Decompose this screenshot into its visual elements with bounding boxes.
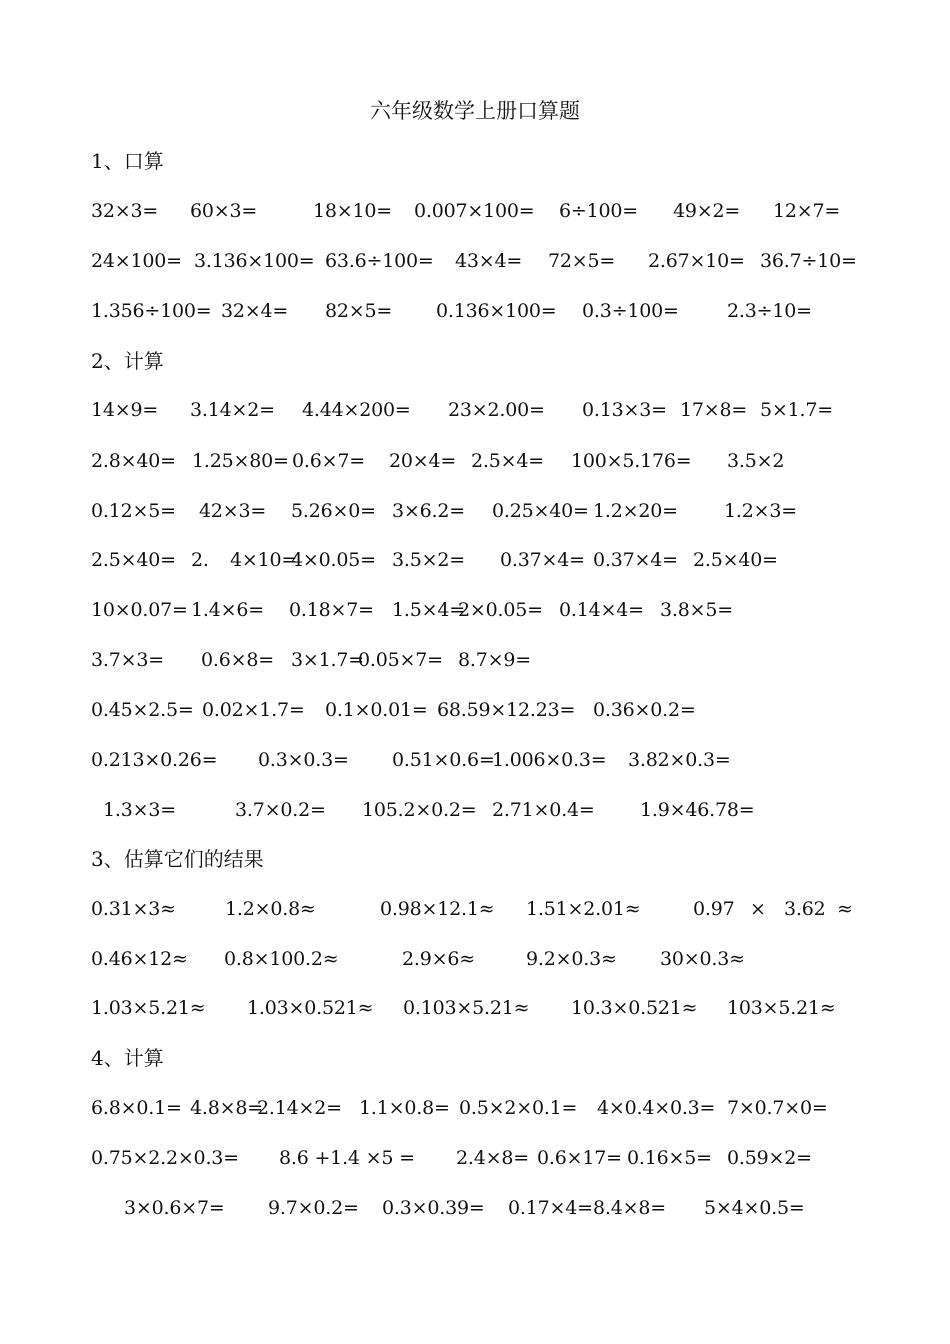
problem-item: 63.6÷100= bbox=[325, 250, 434, 272]
problem-item: 103×5.21≈ bbox=[727, 997, 836, 1019]
problem-item: 0.14×4= bbox=[559, 599, 644, 621]
problem-item: 5×1.7= bbox=[760, 399, 833, 421]
problem-item: 2.14×2= bbox=[257, 1097, 342, 1119]
problem-row bbox=[0, 745, 950, 775]
problem-item: 1.2×0.8≈ bbox=[225, 898, 316, 920]
problem-item: 3.62 bbox=[784, 898, 826, 920]
problem-item: 0.18×7= bbox=[289, 599, 374, 621]
problem-row bbox=[0, 196, 950, 226]
problem-item: 2.5×4= bbox=[471, 450, 544, 472]
problem-item: 4×0.05= bbox=[291, 549, 376, 571]
problem-item: 2.3÷10= bbox=[727, 300, 812, 322]
problem-row bbox=[0, 296, 950, 326]
problem-row bbox=[0, 645, 950, 675]
problem-item: 3.5×2 bbox=[727, 450, 785, 472]
problem-item: 3×1.7= bbox=[291, 649, 364, 671]
problem-item: 0.59×2= bbox=[727, 1147, 812, 1169]
problem-item: 105.2×0.2= bbox=[362, 799, 477, 821]
problem-item: 1.2×20= bbox=[593, 500, 678, 522]
problem-item: 6.8×0.1= bbox=[91, 1097, 182, 1119]
page-title: 六年级数学上册口算题 bbox=[370, 99, 580, 123]
problem-item: 0.02×1.7= bbox=[202, 699, 305, 721]
problem-item: 0.103×5.21≈ bbox=[403, 997, 530, 1019]
problem-item: 0.6×7= bbox=[292, 450, 365, 472]
problem-item: 3.5×2= bbox=[392, 549, 465, 571]
problem-row bbox=[0, 993, 950, 1023]
problem-item: 100×5.176= bbox=[571, 450, 692, 472]
problem-item: 68.59×12.23= bbox=[437, 699, 576, 721]
problem-item: 12×7= bbox=[773, 200, 841, 222]
problem-item: 2.71×0.4= bbox=[492, 799, 595, 821]
section-heading: 2、计算 bbox=[91, 349, 164, 373]
problem-item: 0.16×5= bbox=[627, 1147, 712, 1169]
problem-item: 20×4= bbox=[389, 450, 457, 472]
problem-item: 0.45×2.5= bbox=[91, 699, 194, 721]
problem-item: 1.3×3= bbox=[103, 799, 176, 821]
problem-item: 32×4= bbox=[221, 300, 289, 322]
problem-item: 42×3= bbox=[199, 500, 267, 522]
problem-row bbox=[0, 1093, 950, 1123]
problem-item: 43×4= bbox=[455, 250, 523, 272]
problem-item: 0.6×17= bbox=[537, 1147, 622, 1169]
problem-item: 5×4×0.5= bbox=[704, 1197, 805, 1219]
problem-item: 4.8×8= bbox=[190, 1097, 263, 1119]
section-heading: 4、计算 bbox=[91, 1046, 164, 1070]
problem-item: 0.007×100= bbox=[414, 200, 535, 222]
problem-item: 18×10= bbox=[313, 200, 392, 222]
problem-item: 2.9×6≈ bbox=[402, 948, 475, 970]
problem-item: 24×100= bbox=[91, 250, 182, 272]
problem-item: 49×2= bbox=[673, 200, 741, 222]
section-heading: 3、估算它们的结果 bbox=[91, 847, 264, 871]
problem-item: 0.1×0.01= bbox=[325, 699, 428, 721]
problem-row bbox=[0, 894, 950, 924]
problem-item: × bbox=[750, 898, 766, 920]
problem-item: 1.4×6= bbox=[191, 599, 264, 621]
problem-item: 8.6 +1.4 ×5 = bbox=[279, 1147, 415, 1169]
problem-item: 0.3×0.3= bbox=[258, 749, 349, 771]
problem-item: 1.9×46.78= bbox=[640, 799, 755, 821]
problem-row bbox=[0, 246, 950, 276]
problem-item: 0.75×2.2×0.3= bbox=[91, 1147, 239, 1169]
problem-row bbox=[0, 1143, 950, 1173]
problem-item: 4.44×200= bbox=[302, 399, 411, 421]
problem-item: 2.4×8= bbox=[456, 1147, 529, 1169]
problem-item: 0.25×40= bbox=[492, 500, 589, 522]
problem-item: 0.17×4= bbox=[508, 1197, 593, 1219]
problem-item: 0.51×0.6= bbox=[392, 749, 495, 771]
problem-row bbox=[0, 545, 950, 575]
problem-row bbox=[0, 795, 950, 825]
problem-item: 3.7×0.2= bbox=[235, 799, 326, 821]
problem-item: 3.82×0.3= bbox=[628, 749, 731, 771]
problem-item: 0.6×8= bbox=[201, 649, 274, 671]
problem-item: ≈ bbox=[837, 898, 853, 920]
problem-item: 2.8×40= bbox=[91, 450, 176, 472]
problem-item: 3.14×2= bbox=[190, 399, 275, 421]
problem-item: 0.136×100= bbox=[436, 300, 557, 322]
problem-item: 1.25×80= bbox=[192, 450, 289, 472]
problem-item: 4×0.4×0.3= bbox=[597, 1097, 716, 1119]
problem-item: 0.213×0.26= bbox=[91, 749, 218, 771]
problem-item: 0.36×0.2= bbox=[593, 699, 696, 721]
problem-item: 0.05×7= bbox=[358, 649, 443, 671]
problem-item: 3×0.6×7= bbox=[124, 1197, 225, 1219]
problem-item: 23×2.00= bbox=[448, 399, 545, 421]
problem-row bbox=[0, 496, 950, 526]
problem-item: 1.2×3= bbox=[724, 500, 797, 522]
problem-item: 0.3×0.39= bbox=[382, 1197, 485, 1219]
problem-item: 5.26×0= bbox=[291, 500, 376, 522]
problem-item: 0.12×5= bbox=[91, 500, 176, 522]
problem-item: 3.8×5= bbox=[660, 599, 733, 621]
problem-item: 17×8= bbox=[680, 399, 748, 421]
problem-row bbox=[0, 446, 950, 476]
problem-item: 60×3= bbox=[190, 200, 258, 222]
problem-item: 9.7×0.2= bbox=[268, 1197, 359, 1219]
problem-item: 10×0.07= bbox=[91, 599, 188, 621]
problem-item: 2. bbox=[191, 549, 209, 571]
problem-item: 8.4×8= bbox=[593, 1197, 666, 1219]
problem-item: 3.136×100= bbox=[194, 250, 315, 272]
problem-item: 14×9= bbox=[91, 399, 159, 421]
problem-row bbox=[0, 944, 950, 974]
problem-item: 1.356÷100= bbox=[91, 300, 212, 322]
problem-item: 0.98×12.1≈ bbox=[380, 898, 495, 920]
problem-item: 0.37×4= bbox=[500, 549, 585, 571]
problem-item: 36.7÷10= bbox=[760, 250, 857, 272]
problem-item: 1.5×4= bbox=[392, 599, 465, 621]
problem-item: 3.7×3= bbox=[91, 649, 164, 671]
problem-item: 10.3×0.521≈ bbox=[571, 997, 698, 1019]
problem-item: 1.006×0.3= bbox=[492, 749, 607, 771]
problem-item: 1.03×5.21≈ bbox=[91, 997, 206, 1019]
problem-item: 2.5×40= bbox=[91, 549, 176, 571]
problem-item: 1.51×2.01≈ bbox=[526, 898, 641, 920]
problem-item: 0.3÷100= bbox=[582, 300, 679, 322]
problem-item: 0.5×2×0.1= bbox=[459, 1097, 578, 1119]
problem-item: 0.13×3= bbox=[582, 399, 667, 421]
problem-row bbox=[0, 695, 950, 725]
section-heading: 1、口算 bbox=[91, 149, 164, 173]
problem-item: 0.8×100.2≈ bbox=[224, 948, 339, 970]
problem-item: 2.5×40= bbox=[693, 549, 778, 571]
problem-item: 9.2×0.3≈ bbox=[526, 948, 617, 970]
problem-row bbox=[0, 595, 950, 625]
problem-item: 8.7×9= bbox=[458, 649, 531, 671]
problem-item: 0.31×3≈ bbox=[91, 898, 176, 920]
problem-item: 30×0.3≈ bbox=[660, 948, 745, 970]
problem-item: 2.67×10= bbox=[648, 250, 745, 272]
problem-item: 4×10= bbox=[230, 549, 298, 571]
problem-row bbox=[0, 395, 950, 425]
problem-item: 72×5= bbox=[548, 250, 616, 272]
problem-item: 32×3= bbox=[91, 200, 159, 222]
problem-item: 3×6.2= bbox=[392, 500, 465, 522]
problem-item: 0.46×12≈ bbox=[91, 948, 188, 970]
problem-item: 0.37×4= bbox=[593, 549, 678, 571]
problem-item: 6÷100= bbox=[559, 200, 638, 222]
problem-item: 0.97 bbox=[693, 898, 735, 920]
problem-item: 2×0.05= bbox=[458, 599, 543, 621]
problem-item: 1.1×0.8= bbox=[359, 1097, 450, 1119]
problem-item: 7×0.7×0= bbox=[727, 1097, 828, 1119]
problem-item: 82×5= bbox=[325, 300, 393, 322]
problem-item: 1.03×0.521≈ bbox=[247, 997, 374, 1019]
problem-row bbox=[0, 1193, 950, 1223]
